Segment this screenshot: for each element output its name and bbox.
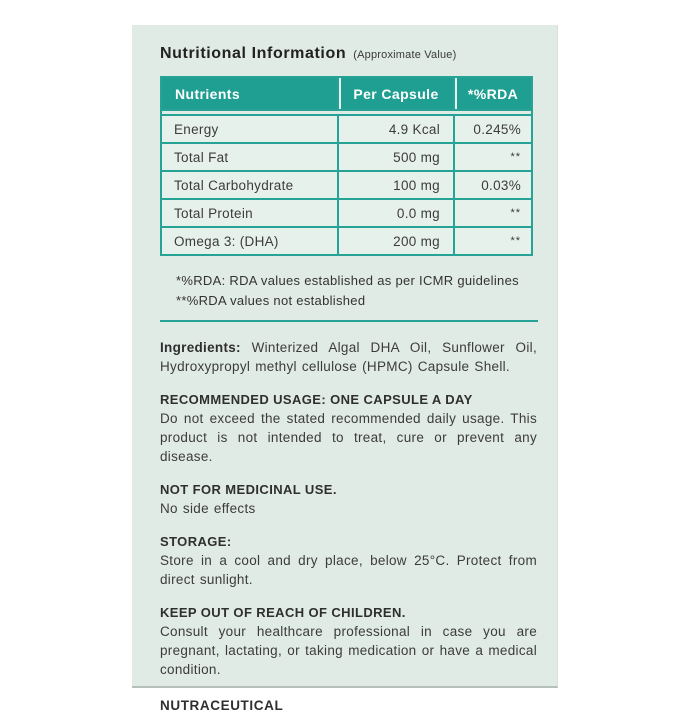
ingredients-text: Winterized Algal DHA Oil, Sunflower Oil, Hydroxypropyl methyl cellulose (HPMC) Capsule Shell. xyxy=(160,340,537,374)
usage-heading: RECOMMENDED USAGE: ONE CAPSULE A DAY xyxy=(160,392,473,407)
table-cell-value: 200 mg xyxy=(339,228,453,254)
table-cell-rda: 0.245% xyxy=(455,116,531,142)
table-cell-rda: ** xyxy=(455,144,531,170)
section-ingredients xyxy=(160,338,537,376)
divider xyxy=(160,320,538,322)
table-cell-nutrient: Omega 3: (DHA) xyxy=(162,228,337,254)
category-label: NUTRACEUTICAL xyxy=(160,698,284,713)
table-cell-value: 0.0 mg xyxy=(339,200,453,226)
table-cell-rda: ** xyxy=(455,228,531,254)
nutrition-label-panel xyxy=(132,25,558,713)
children-heading: KEEP OUT OF REACH OF CHILDREN. xyxy=(160,605,406,620)
rda-footnotes xyxy=(176,271,533,311)
table-cell-nutrient: Energy xyxy=(162,116,337,142)
title-subtitle: (Approximate Value) xyxy=(353,49,457,61)
nutrition-table xyxy=(160,76,533,256)
footnote-not-established: **%RDA values not established xyxy=(176,293,366,308)
medicinal-heading: NOT FOR MEDICINAL USE. xyxy=(160,482,337,497)
table-cell-nutrient: Total Carbohydrate xyxy=(162,172,337,198)
ingredients-label: Ingredients: xyxy=(160,340,241,355)
storage-heading: STORAGE: xyxy=(160,534,232,549)
usage-text: Do not exceed the stated recommended daily usage. This product is not intended to treat, cure or prevent any disease. xyxy=(160,411,537,464)
section-storage xyxy=(160,534,537,589)
table-cell-value: 4.9 Kcal xyxy=(339,116,453,142)
table-cell-nutrient: Total Fat xyxy=(162,144,337,170)
section-keep-out-of-reach xyxy=(160,605,537,679)
children-text: Consult your healthcare professional in case you are pregnant, lactating, or taking medication or have a medical condition. xyxy=(160,624,537,677)
table-header-per-capsule: Per Capsule xyxy=(339,78,453,109)
section-recommended-usage xyxy=(160,392,537,466)
table-cell-value: 100 mg xyxy=(339,172,453,198)
table-cell-value: 500 mg xyxy=(339,144,453,170)
footnote-established: *%RDA: RDA values established as per ICMR guidelines xyxy=(176,273,519,288)
table-cell-rda: 0.03% xyxy=(455,172,531,198)
table-header-separator xyxy=(162,111,531,114)
storage-text: Store in a cool and dry place, below 25°C. Protect from direct sunlight. xyxy=(160,553,537,587)
table-header-nutrients: Nutrients xyxy=(162,78,337,109)
section-medicinal-use xyxy=(160,482,537,518)
title-main: Nutritional Information xyxy=(160,45,347,62)
medicinal-text: No side effects xyxy=(160,501,256,516)
page-title xyxy=(160,45,533,63)
table-cell-rda: ** xyxy=(455,200,531,226)
table-header-rda: *%RDA xyxy=(455,78,531,109)
table-cell-nutrient: Total Protein xyxy=(162,200,337,226)
